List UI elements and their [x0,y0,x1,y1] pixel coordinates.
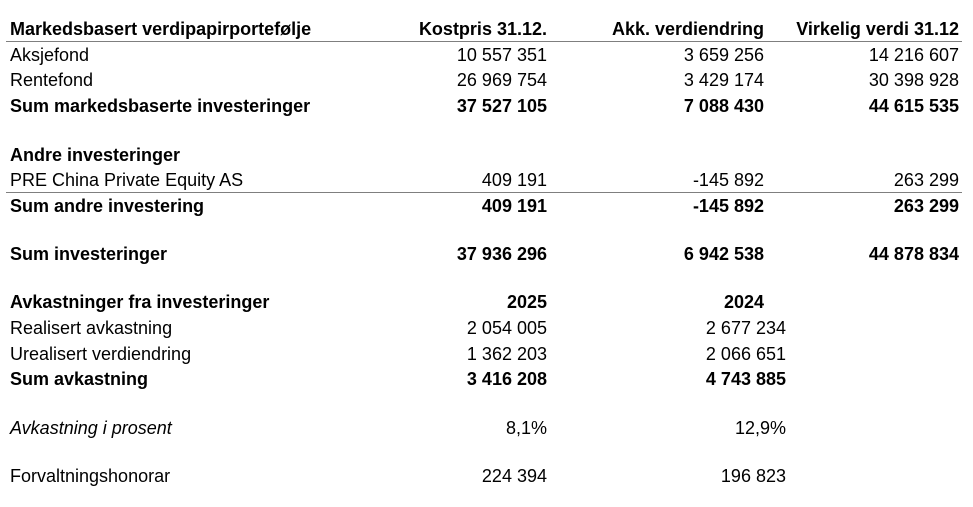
sum-value-year-1: 3 416 208 [466,369,547,389]
row-label: Aksjefond [10,45,90,65]
header-divider [6,41,962,42]
sum-value-year-2: 4 743 885 [705,369,786,389]
portfolio-title: Markedsbasert verdipapirportefølje [10,19,312,39]
total-row [0,242,973,266]
sum-cost: 37 527 105 [456,96,547,116]
section-title: Andre investeringer [10,145,181,165]
column-header-year-1: 2025 [506,292,547,312]
row-value-year-2: 2 677 234 [705,318,786,338]
fee-row [0,464,973,488]
total-cost: 37 936 296 [456,244,547,264]
sum-row [0,94,973,118]
percent-value-year-2: 12,9% [734,418,786,438]
percent-row [0,416,973,440]
row-cost: 10 557 351 [456,45,547,65]
sum-fair-value: 44 615 535 [868,96,959,116]
column-header-fair-value: Virkelig verdi 31.12 [796,19,959,39]
row-value-year-2: 2 066 651 [705,344,786,364]
table-row [0,168,973,192]
sum-change: 7 088 430 [683,96,764,116]
row-label: Rentefond [10,70,94,90]
row-label: PRE China Private Equity AS [10,170,244,190]
returns-title: Avkastninger fra investeringer [10,292,270,312]
percent-label: Avkastning i prosent [10,418,172,438]
sum-fair-value: 263 299 [893,196,959,216]
row-fair-value: 263 299 [893,170,959,190]
total-label: Sum investeringer [10,244,168,264]
sum-label: Sum markedsbaserte investeringer [10,96,311,116]
table-row [0,342,973,366]
table-row [0,68,973,92]
row-value-year-1: 2 054 005 [466,318,547,338]
row-change: -145 892 [692,170,764,190]
portfolio-header-row [0,17,973,41]
sum-row [0,367,973,391]
sum-cost: 409 191 [481,196,547,216]
total-change: 6 942 538 [683,244,764,264]
fee-value-year-2: 196 823 [720,466,786,486]
row-value-year-1: 1 362 203 [466,344,547,364]
row-change: 3 429 174 [683,70,764,90]
sum-label: Sum andre investering [10,196,205,216]
fee-value-year-1: 224 394 [481,466,547,486]
table-row [0,316,973,340]
column-header-change: Akk. verdiendring [611,19,764,39]
sum-row [0,194,973,218]
returns-header-row [0,290,973,314]
row-cost: 26 969 754 [456,70,547,90]
section-header-row [0,143,973,167]
sum-label: Sum avkastning [10,369,149,389]
row-fair-value: 14 216 607 [868,45,959,65]
row-label: Realisert avkastning [10,318,173,338]
row-cost: 409 191 [481,170,547,190]
total-fair-value: 44 878 834 [868,244,959,264]
fee-label: Forvaltningshonorar [10,466,171,486]
row-label: Urealisert verdiendring [10,344,192,364]
column-header-cost: Kostpris 31.12. [418,19,547,39]
row-fair-value: 30 398 928 [868,70,959,90]
column-header-year-2: 2024 [723,292,764,312]
row-change: 3 659 256 [683,45,764,65]
percent-value-year-1: 8,1% [505,418,547,438]
sum-change: -145 892 [692,196,764,216]
section-divider [6,192,962,193]
table-row [0,43,973,67]
